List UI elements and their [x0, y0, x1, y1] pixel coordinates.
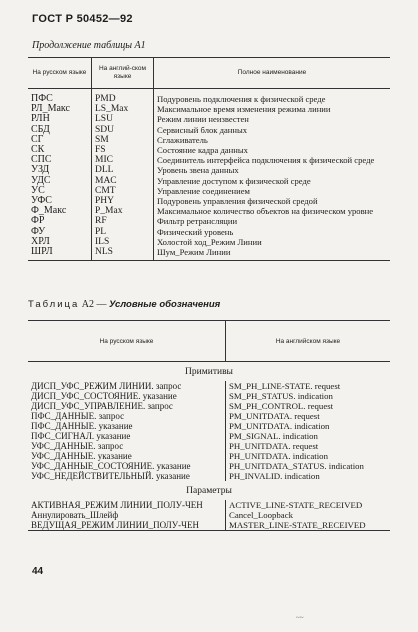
term-russian: ПФС_СИГНАЛ. указание [28, 431, 226, 441]
term-english: SM_PH_STATUS. indication [229, 391, 333, 401]
term-english: Cancel_Loopback [229, 510, 293, 520]
term-english: PM_UNITDATA. indication [229, 421, 330, 431]
table-row [28, 401, 390, 411]
full-name: Холостой ход_Режим Линии [157, 236, 262, 247]
page-header: ГОСТ Р 50452—92 [32, 13, 133, 25]
section-heading: Параметры [186, 486, 232, 496]
abbr-russian: РЛ_Макс [28, 104, 92, 114]
term-russian: УФС_ДАННЫЕ. запрос [28, 441, 226, 451]
full-name: Фильтр ретрансляции [157, 216, 238, 227]
table-row [28, 461, 390, 471]
term-english: PH_INVALID. indication [229, 471, 320, 481]
table-row [28, 135, 390, 145]
abbr-english: SDU [92, 125, 154, 135]
table-row [28, 441, 390, 451]
abbr-english: MIC [92, 155, 154, 165]
full-name: Максимальное количество объектов на физическом уровне [157, 206, 374, 217]
abbr-russian: ШРЛ [28, 247, 92, 261]
term-english: ACTIVE_LINE-STATE_RECEIVED [229, 500, 363, 510]
full-name: Подуровень подключения к физической среде [157, 94, 326, 104]
full-name: Соединитель интерфейса подключения к физической среде [157, 155, 375, 166]
abbr-russian: ФУ [28, 227, 92, 237]
term-english: PM_SIGNAL. indication [229, 431, 318, 441]
page-number: 44 [32, 566, 44, 577]
abbr-russian: РЛН [28, 114, 92, 124]
footer-mark: ~~ [296, 614, 304, 622]
term-russian: ДИСП_УФС_УПРАВЛЕНИЕ. запрос [28, 401, 226, 411]
col-russian-header: На русском языке [28, 58, 92, 89]
term-english: PM_UNITDATA. request [229, 411, 320, 421]
abbr-russian: УС [28, 186, 92, 196]
table-row [28, 520, 390, 531]
term-russian: Аннулировать_Шлейф [28, 510, 226, 520]
table-row [28, 471, 390, 481]
table-row [28, 391, 390, 401]
abbr-russian: СГ [28, 135, 92, 145]
term-english: PH_UNITDATA. indication [229, 451, 328, 461]
term-english: SM_PH_CONTROL. request [229, 401, 334, 411]
abbr-russian: Ф_Макс [28, 206, 92, 216]
table-row [28, 89, 390, 105]
abbr-english: CMT [92, 186, 154, 196]
table-row [28, 125, 390, 135]
term-russian: УФС_ДАННЫЕ. указание [28, 451, 226, 461]
table-row [28, 196, 390, 206]
table-row [28, 510, 390, 520]
abbr-russian: УДС [28, 176, 92, 186]
abbr-russian: ХРЛ [28, 237, 92, 247]
table-row [28, 421, 390, 431]
table-row [28, 381, 390, 391]
table-row [28, 431, 390, 441]
abbr-russian: УФС [28, 196, 92, 206]
table-row [28, 206, 390, 216]
abbr-english: PMD [92, 89, 154, 105]
term-russian: ДИСП_УФС_СОСТОЯНИЕ. указание [28, 391, 226, 401]
table2-caption-title: Условные обозначения [108, 299, 221, 310]
abbr-russian: СПС [28, 155, 92, 165]
full-name: Сглаживатель [157, 134, 208, 145]
table-row [28, 145, 390, 155]
term-russian: ВЕДУЩАЯ_РЕЖИМ ЛИНИИ_ПОЛУ-ЧЕН [28, 520, 226, 531]
section-parameters [28, 481, 390, 500]
abbr-russian: СК [28, 145, 92, 155]
table-row [28, 186, 390, 196]
term-russian: ПФС_ДАННЫЕ. запрос [28, 411, 226, 421]
abbr-russian: ПФС [28, 89, 92, 105]
section-primitives [28, 362, 390, 382]
table-row [28, 155, 390, 165]
full-name: Подуровень управления физической средой [157, 196, 318, 207]
term-russian: УФС_НЕДЕЙСТВИТЕЛЬНЫЙ. указание [28, 471, 226, 481]
term-russian: АКТИВНАЯ_РЕЖИМ ЛИНИИ_ПОЛУ-ЧЕН [28, 500, 226, 510]
full-name: Физический уровень [157, 226, 234, 237]
table2-caption-number: А2 — [81, 299, 107, 310]
table-row [28, 227, 390, 237]
table-row [28, 500, 390, 510]
table-row [28, 104, 390, 114]
full-name: Режим линии неизвестен [157, 114, 249, 125]
table-row [28, 114, 390, 124]
table-continuation-label: Продолжение таблицы А1 [32, 40, 146, 51]
abbr-english: PL [92, 227, 154, 237]
symbols-table [28, 320, 390, 531]
table-row [28, 165, 390, 175]
full-name: Уровень звена данных [157, 165, 239, 176]
term-russian: ДИСП_УФС_РЕЖИМ ЛИНИИ. запрос [28, 381, 226, 391]
term-english: SM_PH_LINE-STATE. request [229, 381, 341, 391]
full-name: Управление доступом к физической среде [157, 175, 311, 186]
abbr-english: P_Max [92, 206, 154, 216]
abbr-english: SM [92, 135, 154, 145]
abbr-english: ILS [92, 237, 154, 247]
full-name: Шум_Режим Линии [154, 247, 391, 261]
term-russian: УФС_ДАННЫЕ_СОСТОЯНИЕ. указание [28, 461, 226, 471]
abbr-english: FS [92, 145, 154, 155]
abbr-english: NLS [92, 247, 154, 261]
full-name: Состояние кадра данных [157, 145, 248, 156]
term-english: MASTER_LINE-STATE_RECEIVED [226, 520, 391, 531]
term-english: PH_UNITDATA_STATUS. indication [229, 461, 364, 471]
abbreviations-table [28, 57, 390, 261]
abbr-english: PHY [92, 196, 154, 206]
abbr-russian: ФР [28, 216, 92, 226]
full-name: Максимальное время изменения режима линии [157, 104, 331, 115]
table2-caption-prefix: Таблица [28, 299, 80, 310]
table-row [28, 216, 390, 226]
col-russian-header: На русском языке [28, 321, 226, 362]
abbr-english: MAC [92, 176, 154, 186]
abbr-russian: СБД [28, 125, 92, 135]
table-row [28, 411, 390, 421]
table-row [28, 237, 390, 247]
full-name: Управление соединением [157, 185, 250, 196]
col-english-header: На англий-ском языке [92, 58, 154, 89]
section-heading: Примитивы [185, 367, 233, 377]
abbr-russian: УЗД [28, 165, 92, 175]
table-row [28, 176, 390, 186]
abbr-english: DLL [92, 165, 154, 175]
table-row [28, 247, 390, 261]
full-name: Сервисный блок данных [157, 124, 248, 135]
abbr-english: RF [92, 216, 154, 226]
term-english: PH_UNITDATA. request [229, 441, 319, 451]
col-fullname-header: Полное наименование [154, 58, 391, 89]
table-row [28, 451, 390, 461]
col-english-header: На английском языке [226, 321, 391, 362]
abbr-english: LS_Max [92, 104, 154, 114]
table2-caption [28, 299, 220, 310]
term-russian: ПФС_ДАННЫЕ. указание [28, 421, 226, 431]
abbr-english: LSU [92, 114, 154, 124]
